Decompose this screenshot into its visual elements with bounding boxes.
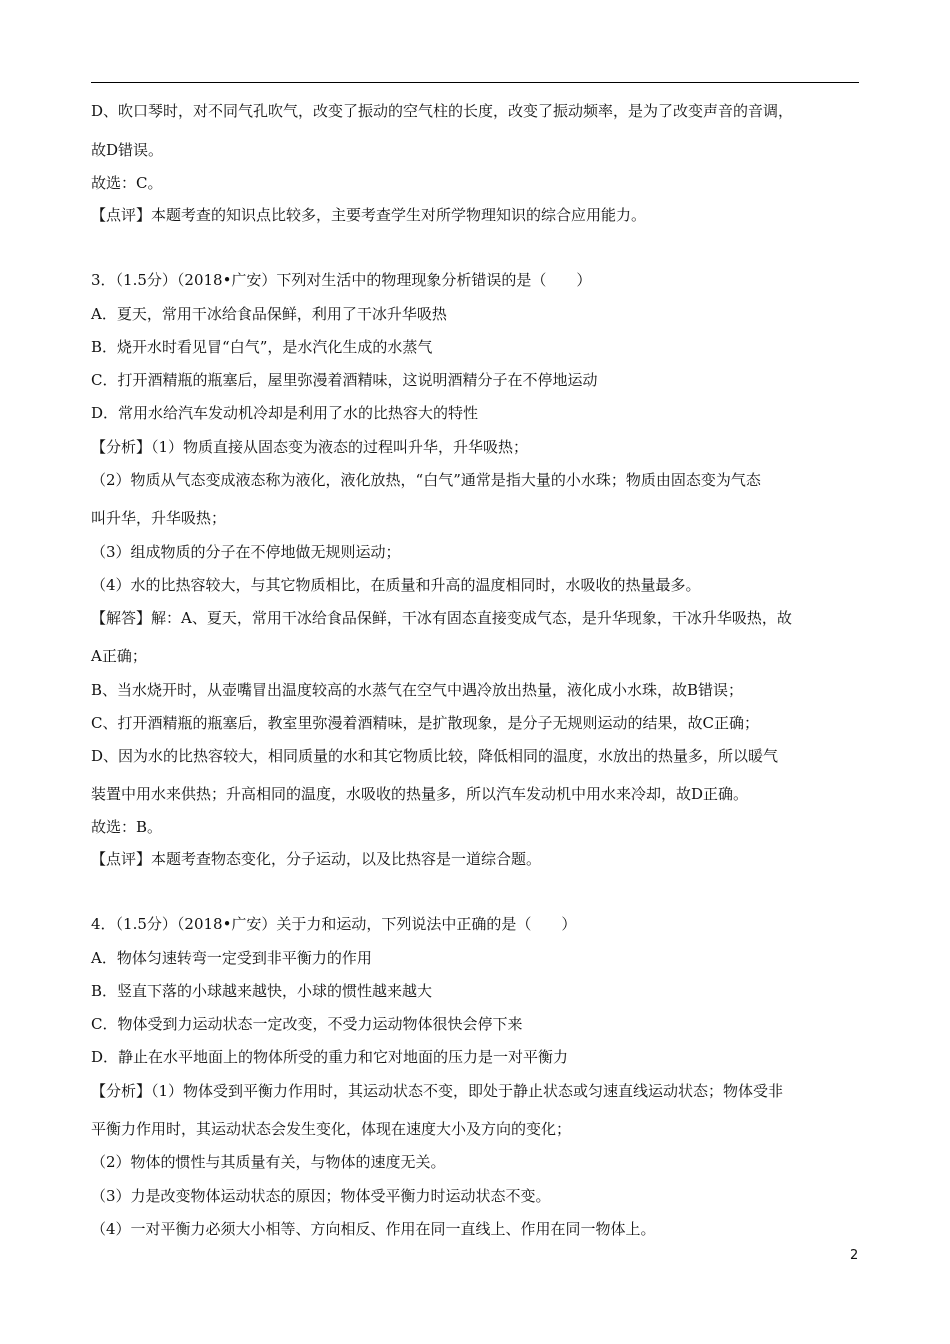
text-line: A正确；	[91, 647, 147, 665]
text-line: 【分析】（1）物质直接从固态变为液态的过程叫升华，升华吸热；	[91, 438, 529, 456]
text-line: 故选：B。	[91, 818, 163, 836]
header-rule	[91, 82, 859, 83]
option-d: D．静止在水平地面上的物体所受的重力和它对地面的压力是一对平衡力	[91, 1048, 569, 1066]
text-line: 故D错误。	[91, 141, 164, 159]
text-line: （4）一对平衡力必须大小相等、方向相反、作用在同一直线上、作用在同一物体上。	[91, 1220, 656, 1238]
text-line: （2）物体的惯性与其质量有关，与物体的速度无关。	[91, 1153, 446, 1171]
option-a: A．物体匀速转弯一定受到非平衡力的作用	[91, 949, 372, 967]
option-b: B．竖直下落的小球越来越快，小球的惯性越来越大	[91, 982, 433, 1000]
text-line: 装置中用水来供热；升高相同的温度，水吸收的热量多，所以汽车发动机中用水来冷却，故D正确。	[91, 785, 749, 803]
text-line: （2）物质从气态变成液态称为液化，液化放热，“白气”通常是指大量的小水珠；物质由固态变为气态	[91, 471, 761, 489]
text-line: 平衡力作用时，其运动状态会发生变化，体现在速度大小及方向的变化；	[91, 1120, 572, 1138]
text-line: D、吹口琴时，对不同气孔吹气，改变了振动的空气柱的长度，改变了振动频率，是为了改变声音的音调，	[91, 102, 794, 120]
option-a: A．夏天，常用干冰给食品保鲜，利用了干冰升华吸热	[91, 305, 447, 323]
question-4-stem: 4．（1.5分）（2018•广安）关于力和运动，下列说法中正确的是（ ）	[91, 915, 577, 933]
text-line: D、因为水的比热容较大，相同质量的水和其它物质比较，降低相同的温度，水放出的热量多，所以暖气	[91, 747, 779, 765]
text-line: 故选：C。	[91, 174, 163, 192]
option-c: C．物体受到力运动状态一定改变，不受力运动物体很快会停下来	[91, 1015, 523, 1033]
text-line: 叫升华，升华吸热；	[91, 509, 227, 527]
option-b: B．烧开水时看见冒“白气”，是水汽化生成的水蒸气	[91, 338, 433, 356]
text-line: 【点评】本题考查物态变化，分子运动，以及比热容是一道综合题。	[91, 850, 542, 868]
text-line: C、打开酒精瓶的瓶塞后，教室里弥漫着酒精味，是扩散现象，是分子无规则运动的结果，故C正确；	[91, 714, 759, 732]
page-number: 2	[850, 1248, 859, 1263]
text-line: （3）组成物质的分子在不停地做无规则运动；	[91, 543, 401, 561]
option-c: C．打开酒精瓶的瓶塞后，屋里弥漫着酒精味，这说明酒精分子在不停地运动	[91, 371, 598, 389]
question-3-stem: 3．（1.5分）（2018•广安）下列对生活中的物理现象分析错误的是（ ）	[91, 271, 592, 289]
text-line: （3）力是改变物体运动状态的原因；物体受平衡力时运动状态不变。	[91, 1187, 551, 1205]
text-line: 【分析】（1）物体受到平衡力作用时，其运动状态不变，即处于静止状态或匀速直线运动状态；物体受非	[91, 1082, 784, 1100]
option-d: D．常用水给汽车发动机冷却是利用了水的比热容大的特性	[91, 404, 479, 422]
text-line: 【点评】本题考查的知识点比较多，主要考查学生对所学物理知识的综合应用能力。	[91, 206, 647, 224]
text-line: 【解答】解：A、夏天，常用干冰给食品保鲜，干冰有固态直接变成气态，是升华现象，干冰升华吸热，故	[91, 609, 792, 627]
text-line: B、当水烧开时，从壶嘴冒出温度较高的水蒸气在空气中遇冷放出热量，液化成小水珠，故B错误；	[91, 681, 744, 699]
text-line: （4）水的比热容较大，与其它物质相比，在质量和升高的温度相同时，水吸收的热量最多。	[91, 576, 701, 594]
